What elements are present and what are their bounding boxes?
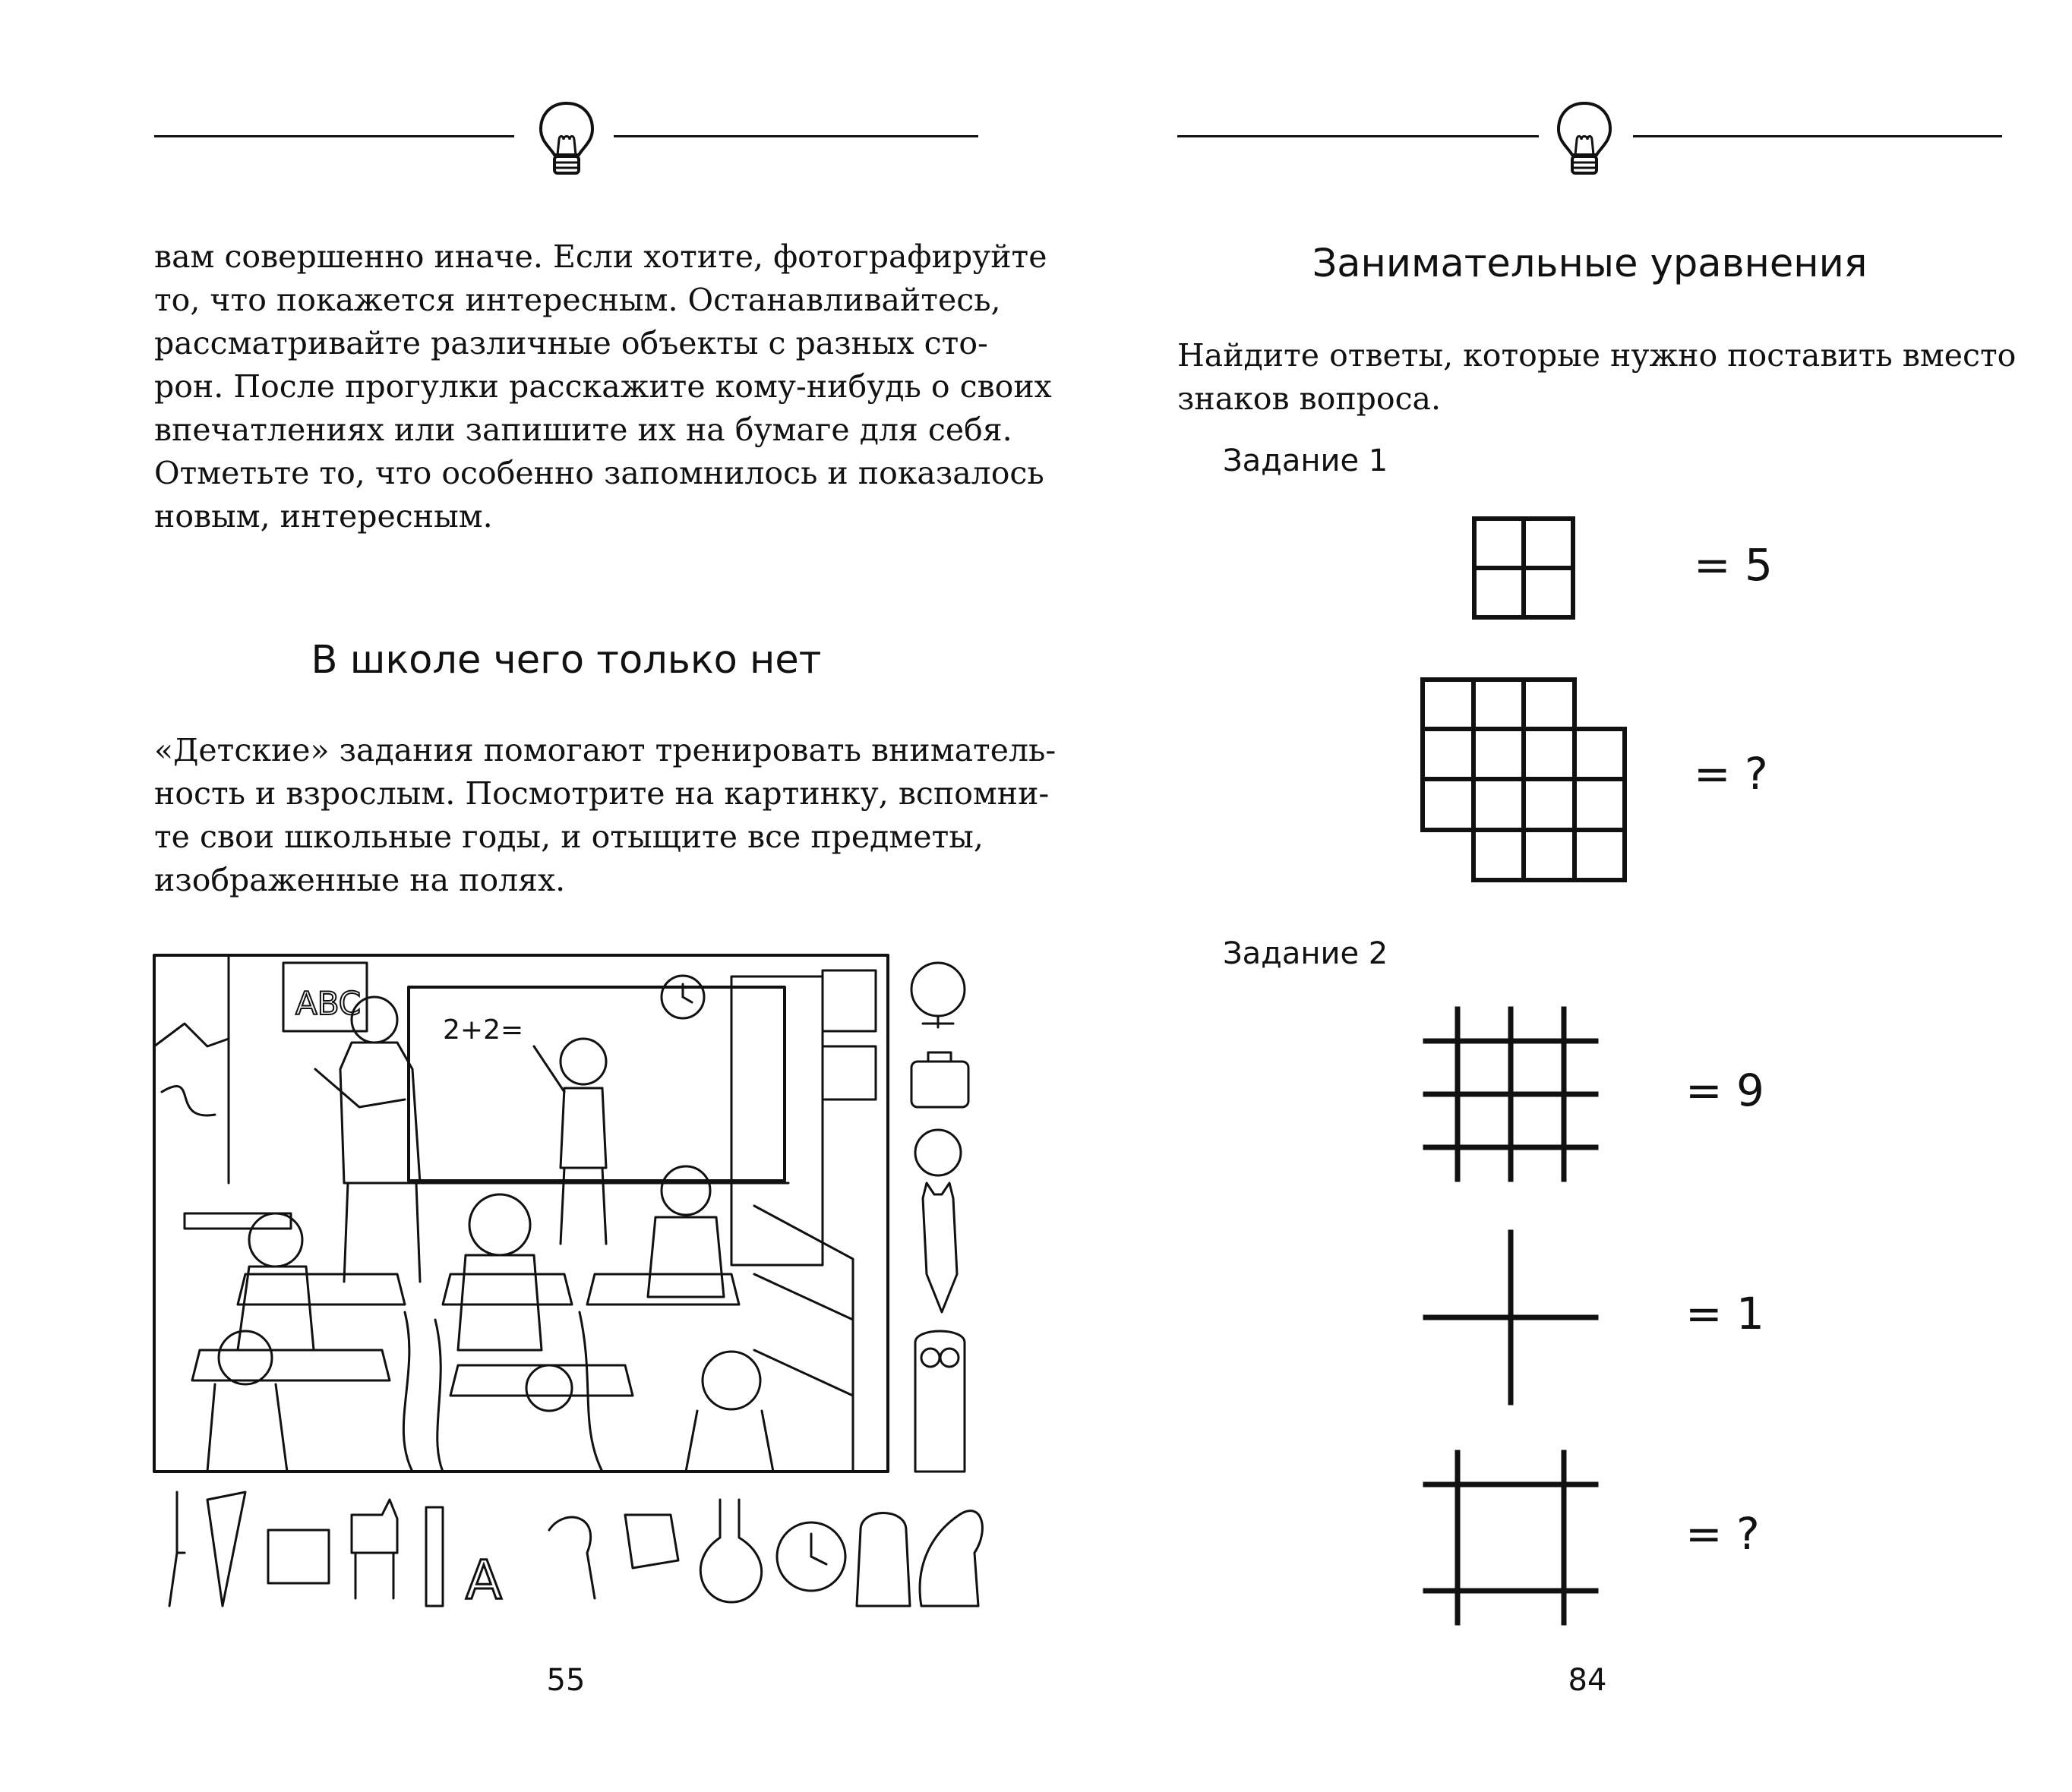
dinosaur-icon	[549, 1517, 595, 1598]
brush-icon	[169, 1492, 185, 1606]
right-page	[1036, 0, 2072, 1792]
margin-items-bottom	[154, 1484, 990, 1614]
text-line: ность и взрослым. Посмотрите на картинку, вспомни-	[154, 775, 1050, 812]
lightbulb-icon	[1554, 97, 1615, 181]
intro-paragraph	[154, 235, 1052, 538]
section-heading: Занимательные уравнения	[1312, 241, 1868, 286]
picture-frame-icon	[268, 1530, 329, 1583]
globe-icon	[911, 963, 965, 1016]
task2-figure-square-hash	[1423, 1450, 1598, 1625]
triangle-ruler-icon	[207, 1492, 245, 1606]
task2-label: Задание 2	[1223, 936, 1388, 971]
text-line: рассматривайте различные объекты с разных сто-	[154, 325, 988, 361]
task1-label: Задание 1	[1223, 443, 1388, 478]
board-text: 2+2=	[443, 1014, 524, 1046]
task2-figure-cross	[1423, 1230, 1598, 1405]
classroom-illustration	[154, 955, 888, 1472]
task2-figure-hash-grid	[1423, 1007, 1598, 1182]
header-rule-right	[1177, 135, 1539, 137]
lightbulb-icon	[536, 97, 597, 181]
backpack-icon	[857, 1513, 910, 1607]
text-line: знаков вопроса.	[1177, 380, 1442, 417]
header-rule-right-2	[1633, 135, 2002, 137]
margin-items-right	[896, 955, 987, 1472]
text-line: вам совершенно иначе. Если хотите, фотографируйте	[154, 238, 1047, 275]
text-line: рон. После прогулки расскажите кому-нибудь о своих	[154, 368, 1052, 405]
text-line: те свои школьные годы, и отыщите все предметы,	[154, 819, 984, 855]
ruler-icon	[426, 1507, 443, 1606]
text-line: Найдите ответы, которые нужно поставить вместо	[1177, 337, 2017, 374]
task1-eq2: = ?	[1694, 748, 1768, 800]
text-line: то, что покажется интересным. Останавливайтесь,	[154, 282, 1001, 318]
briefcase-icon	[911, 1062, 968, 1107]
text-line: новым, интересным.	[154, 498, 493, 535]
text-line: Отметьте то, что особенно запомнилось и показалось	[154, 455, 1044, 491]
header-rule-left	[154, 135, 514, 137]
page-number-left: 55	[546, 1663, 586, 1698]
task-paragraph	[154, 729, 1057, 902]
header-rule-left-2	[614, 135, 978, 137]
cat-icon	[923, 1183, 957, 1312]
dog-icon	[920, 1511, 982, 1606]
text-line: впечатлениях или запишите их на бумаге для себя.	[154, 412, 1012, 448]
text-line: изображенные на полях.	[154, 862, 566, 898]
abc-poster-text: ABC	[295, 985, 362, 1022]
page-number-right: 84	[1568, 1663, 1607, 1698]
flask-icon	[700, 1500, 761, 1602]
task1-figure-small-grid	[1472, 516, 1575, 620]
task2-eq3: = ?	[1685, 1508, 1760, 1560]
intro-paragraph	[1177, 334, 2017, 421]
task1-eq1: = 5	[1694, 539, 1773, 591]
section-heading: В школе чего только нет	[311, 638, 822, 683]
task1-figure-overlap-grid	[1420, 677, 1627, 882]
toy-horse-icon	[352, 1500, 397, 1598]
task2-eq1: = 9	[1685, 1065, 1764, 1116]
text-line: «Детские» задания помогают тренировать вниматель-	[154, 732, 1057, 768]
curly-head-icon	[915, 1130, 961, 1175]
paper-note-icon	[625, 1515, 678, 1568]
task2-eq2: = 1	[1685, 1288, 1764, 1339]
letter-a-icon: A	[466, 1549, 502, 1611]
